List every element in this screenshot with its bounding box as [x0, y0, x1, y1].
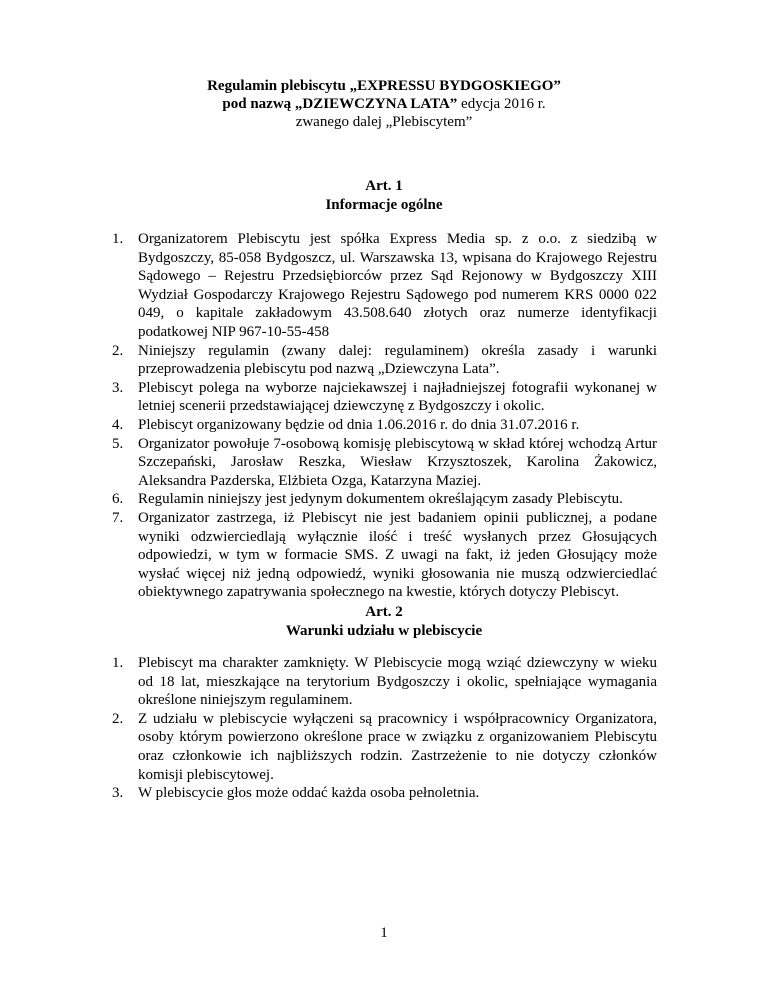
item-text: Plebiscyt polega na wyborze najciekawszej i najładniejszej fotografii wykonanej w letniej scenerii przedstawiającej dziewczynę z Bydgoszczy i okolic.: [138, 379, 657, 415]
list-item: [112, 784, 657, 803]
article-2-list: [112, 654, 657, 803]
item-number: 2.: [112, 342, 124, 359]
title-line-2-bold: pod nazwą „DZIEWCZYNA LATA”: [222, 96, 458, 112]
article-1-heading: [0, 177, 768, 215]
item-text: Organizator zastrzega, iż Plebiscyt nie jest badaniem opinii publicznej, a podane wyniki odzwierciedlają wyłącznie ilość i treść wysłanych przez Głosujących odpowiedzi, w tym w formacie SMS. Z uwagi na fakt, iż jeden Głosujący może wysłać więcej niż jedną odpowiedź, wyniki głosowania nie muszą odzwierciedlać obiektywnego zapatrywania społecznego na kwestie, których dotyczy Plebiscyt.: [138, 509, 657, 601]
article-2-number: Art. 2: [365, 604, 403, 620]
item-number: 6.: [112, 491, 124, 508]
title-line-2-rest: edycja 2016 r.: [457, 96, 546, 112]
item-number: 2.: [112, 710, 124, 727]
list-item: [112, 230, 657, 342]
title-line-1: Regulamin plebiscytu „EXPRESSU BYDGOSKIEGO”: [207, 78, 561, 94]
item-text: Organizator powołuje 7-osobową komisję plebiscytową w skład której wchodzą Artur Szczepański, Jarosław Reszka, Wiesław Krzysztoszek, Karolina Żakowicz, Aleksandra Pazderska, Elżbieta Ozga, Katarzyna Maziej.: [138, 435, 657, 489]
item-text: Niniejszy regulamin (zwany dalej: regulaminem) określa zasady i warunki przeprowadzenia plebiscytu pod nazwą „Dziewczyna Lata”.: [138, 342, 657, 378]
item-text: Regulamin niniejszy jest jedynym dokumentem określającym zasady Plebiscytu.: [138, 491, 623, 508]
item-text: Plebiscyt ma charakter zamknięty. W Plebiscycie mogą wziąć dziewczyny w wieku od 18 lat, mieszkające na terytorium Bydgoszczy i okolic, spełniające wymagania określone niniejszym regulaminem.: [138, 655, 657, 709]
item-text: Z udziału w plebiscycie wyłączeni są pracownicy i współpracownicy Organizatora, osoby którym powierzono określone prace w związku z organizowaniem Plebiscytu oraz członkowie ich najbliższych rodzin. Zastrzeżenie to nie dotyczy członków komisji plebiscytowej.: [138, 710, 657, 783]
item-number: 5.: [112, 435, 124, 452]
item-number: 3.: [112, 379, 124, 396]
list-item: [112, 435, 657, 491]
list-item: [112, 654, 657, 710]
article-2-heading: [0, 603, 768, 641]
item-number: 7.: [112, 509, 124, 526]
item-text: W plebiscycie głos może oddać każda osoba pełnoletnia.: [138, 785, 480, 802]
item-number: 1.: [112, 231, 124, 247]
item-number: 1.: [112, 655, 124, 671]
list-item: [112, 509, 657, 602]
list-item: [112, 490, 657, 509]
list-item: [112, 416, 657, 435]
item-text: Plebiscyt organizowany będzie od dnia 1.06.2016 r. do dnia 31.07.2016 r.: [138, 416, 580, 433]
item-number: 3.: [112, 785, 124, 802]
title-line-3: zwanego dalej „Plebiscytem”: [295, 114, 473, 130]
item-number: 4.: [112, 416, 124, 433]
list-item: [112, 710, 657, 784]
article-1-number: Art. 1: [365, 178, 403, 194]
list-item: [112, 342, 657, 379]
page-number: 1: [380, 925, 388, 941]
list-item: [112, 379, 657, 416]
item-text: Organizatorem Plebiscytu jest spółka Express Media sp. z o.o. z siedzibą w Bydgoszczy, 85-058 Bydgoszcz, ul. Warszawska 13, wpisana do Krajowego Rejestru Sądowego – Rejestru Przedsiębiorców przez Sąd Rejonowy w Bydgoszczy XIII Wydział Gospodarczy Krajowego Rejestru Sądowego pod numerem KRS 0000 022 049, o kapitale zakładowym 43.508.640 złotych oraz numerze identyfikacji podatkowej NIP 967-10-55-458: [138, 231, 657, 340]
article-1-list: [112, 230, 657, 602]
document-title: [0, 77, 768, 131]
article-1-title: Informacje ogólne: [325, 197, 443, 213]
article-2-title: Warunki udziału w plebiscycie: [285, 623, 483, 639]
